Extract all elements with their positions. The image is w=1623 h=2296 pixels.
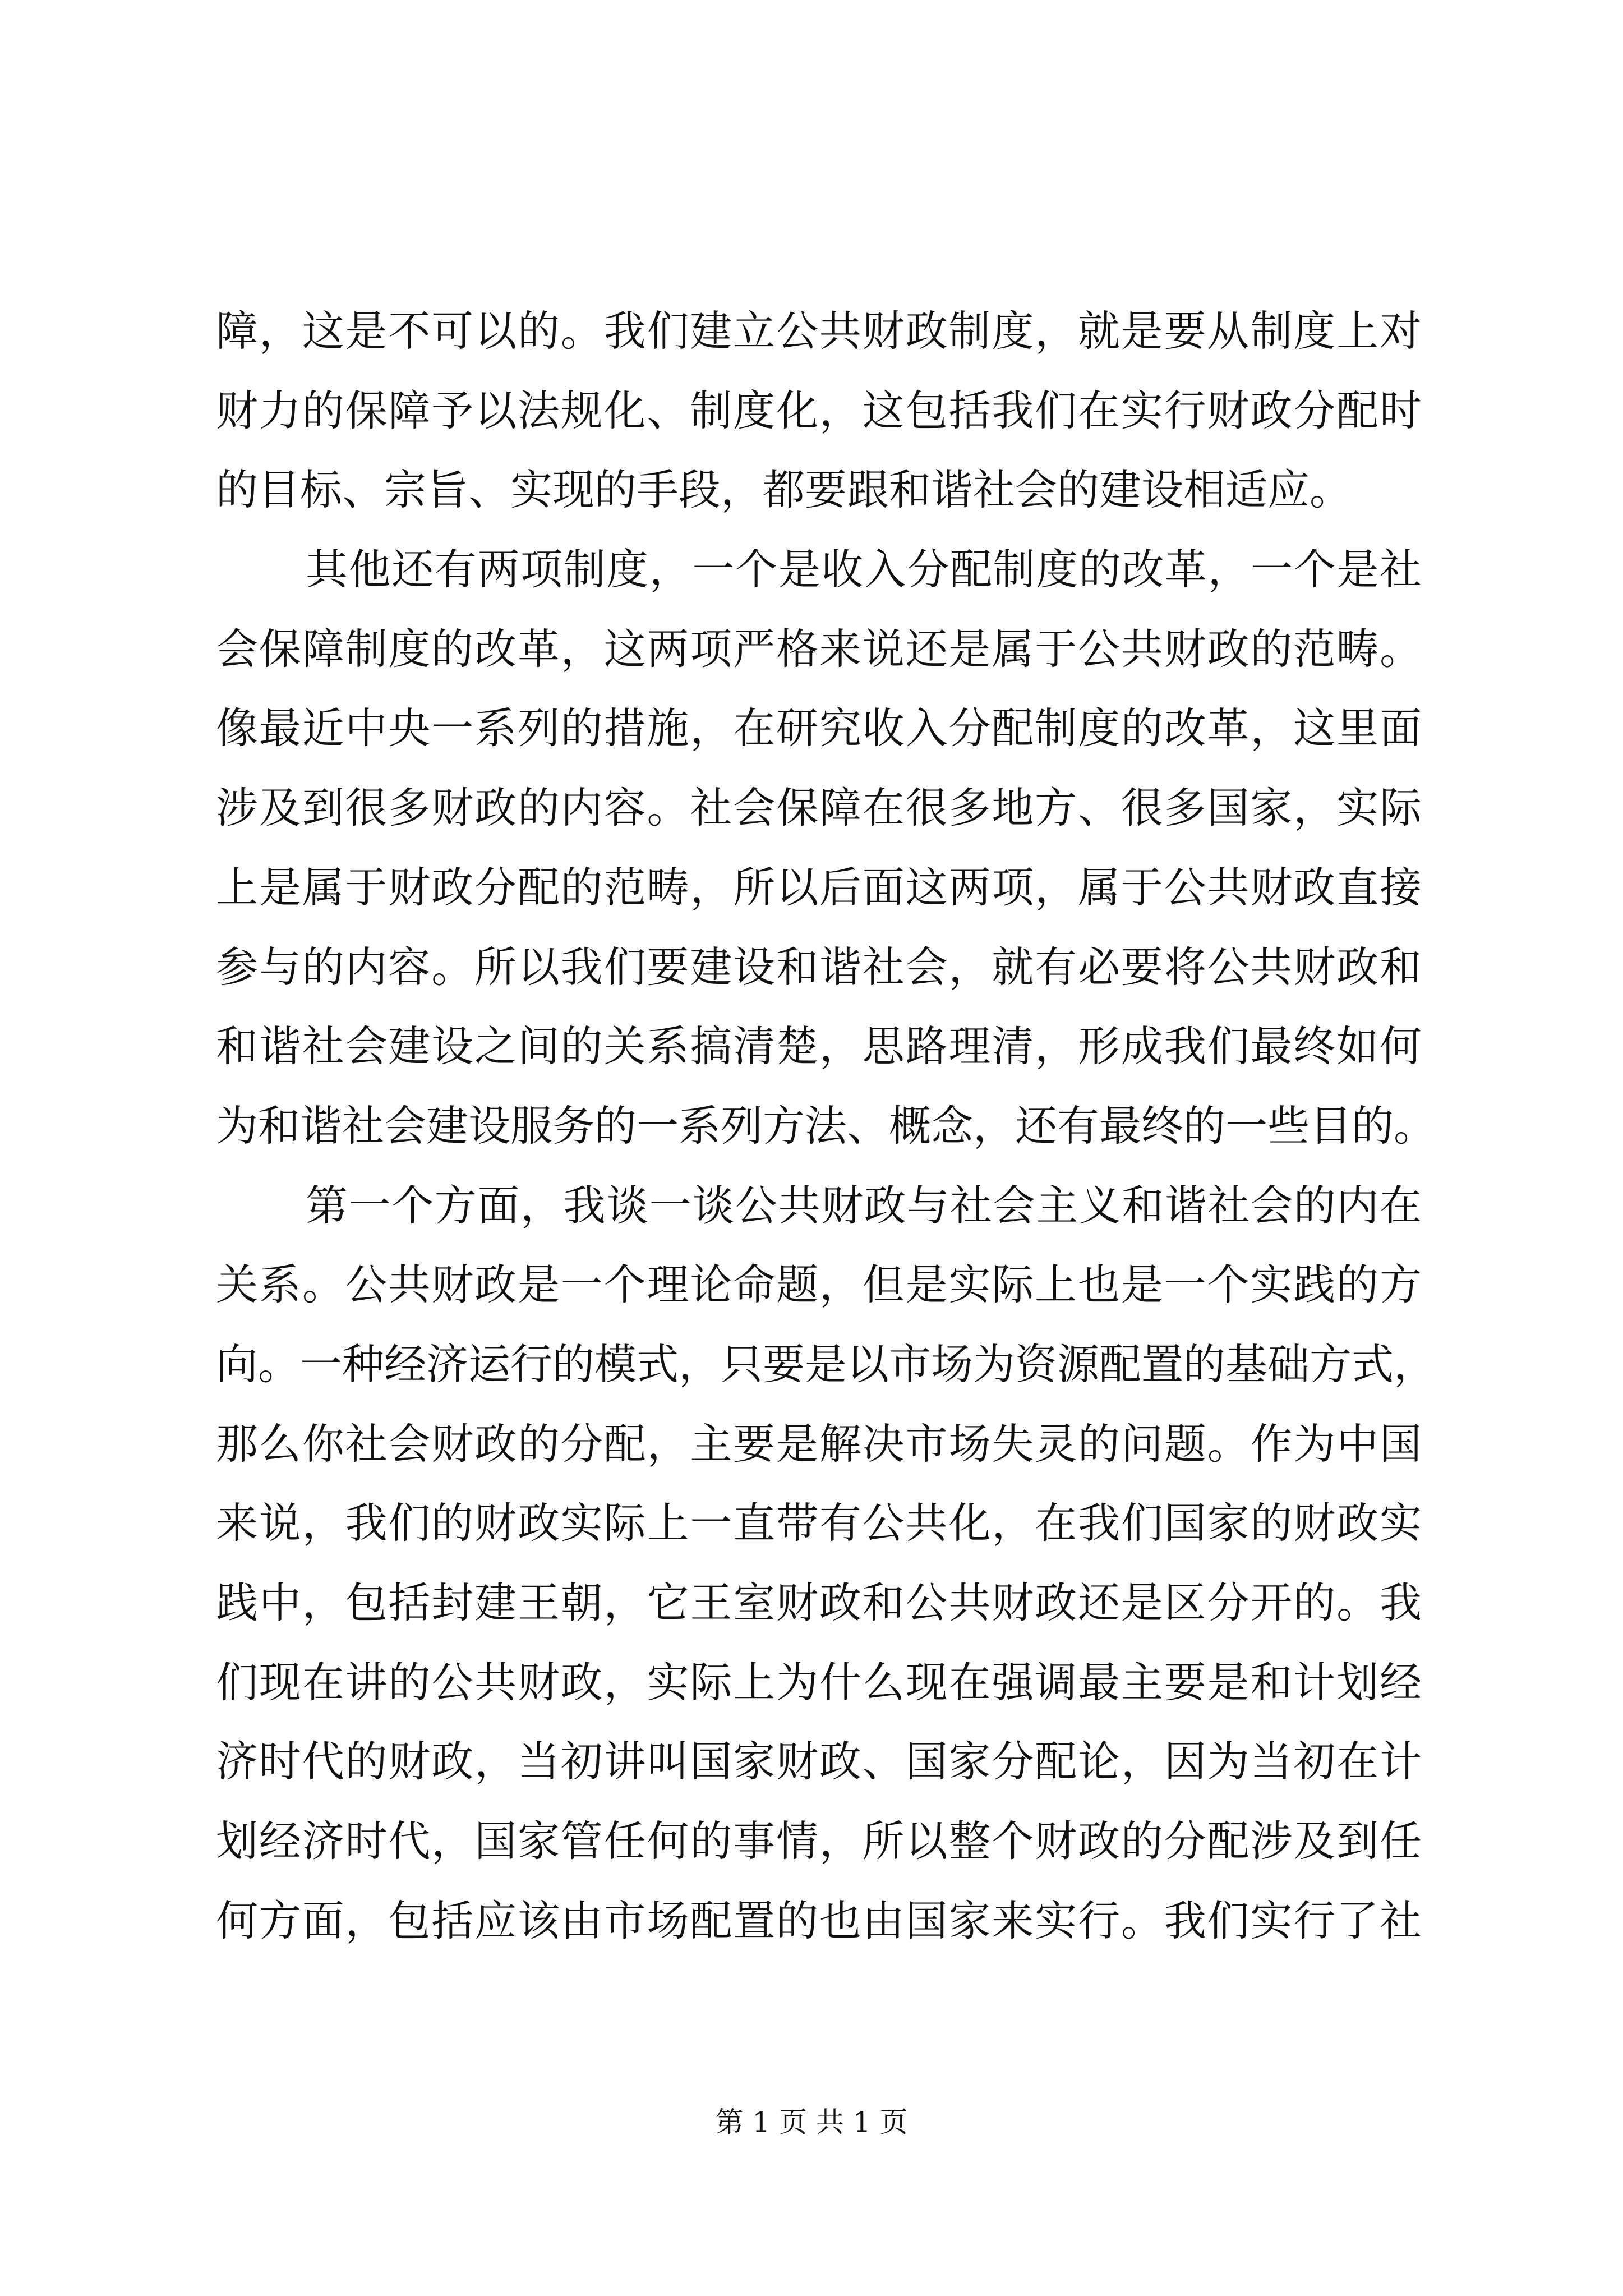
- page-number-indicator: 第 1 页 共 1 页: [715, 2106, 908, 2138]
- text-line: 践中，包括封建王朝，它王室财政和公共财政还是区分开的。我: [216, 1578, 1422, 1627]
- text-line: 第一个方面，我谈一谈公共财政与社会主义和谐社会的内在: [306, 1180, 1422, 1230]
- text-line: 关系。公共财政是一个理论命题，但是实际上也是一个实践的方: [216, 1260, 1422, 1310]
- text-line: 会保障制度的改革，这两项严格来说还是属于公共财政的范畴。: [216, 624, 1422, 674]
- text-line: 像最近中央一系列的措施，在研究收入分配制度的改革，这里面: [216, 703, 1422, 753]
- text-line: 参与的内容。所以我们要建设和谐社会，就有必要将公共财政和: [216, 942, 1422, 992]
- text-line: 何方面，包括应该由市场配置的也由国家来实行。我们实行了社: [216, 1895, 1422, 1945]
- text-line: 们现在讲的公共财政，实际上为什么现在强调最主要是和计划经: [216, 1657, 1422, 1707]
- text-line: 的目标、宗旨、实现的手段，都要跟和谐社会的建设相适应。: [216, 465, 1352, 515]
- text-line: 上是属于财政分配的范畴，所以后面这两项，属于公共财政直接: [216, 862, 1422, 912]
- text-line: 和谐社会建设之间的关系搞清楚，思路理清，形成我们最终如何: [216, 1022, 1422, 1071]
- text-line: 来说，我们的财政实际上一直带有公共化，在我们国家的财政实: [216, 1498, 1422, 1548]
- text-line: 涉及到很多财政的内容。社会保障在很多地方、很多国家，实际: [216, 783, 1422, 833]
- text-line: 其他还有两项制度，一个是收入分配制度的改革，一个是社: [306, 545, 1422, 595]
- document-body: [216, 292, 1436, 1961]
- text-line: 财力的保障予以法规化、制度化，这包括我们在实行财政分配时: [216, 385, 1422, 435]
- text-line: 济时代的财政，当初讲叫国家财政、国家分配论，因为当初在计: [216, 1737, 1422, 1787]
- text-line: 障，这是不可以的。我们建立公共财政制度，就是要从制度上对: [216, 306, 1422, 356]
- text-line: 为和谐社会建设服务的一系列方法、概念，还有最终的一些目的。: [216, 1101, 1436, 1151]
- page-footer: [0, 2102, 1623, 2142]
- text-line: 向。一种经济运行的模式，只要是以市场为资源配置的基础方式，: [216, 1339, 1436, 1389]
- text-line: 划经济时代，国家管任何的事情，所以整个财政的分配涉及到任: [216, 1816, 1422, 1866]
- text-line: 那么你社会财政的分配，主要是解决市场失灵的问题。作为中国: [216, 1419, 1422, 1469]
